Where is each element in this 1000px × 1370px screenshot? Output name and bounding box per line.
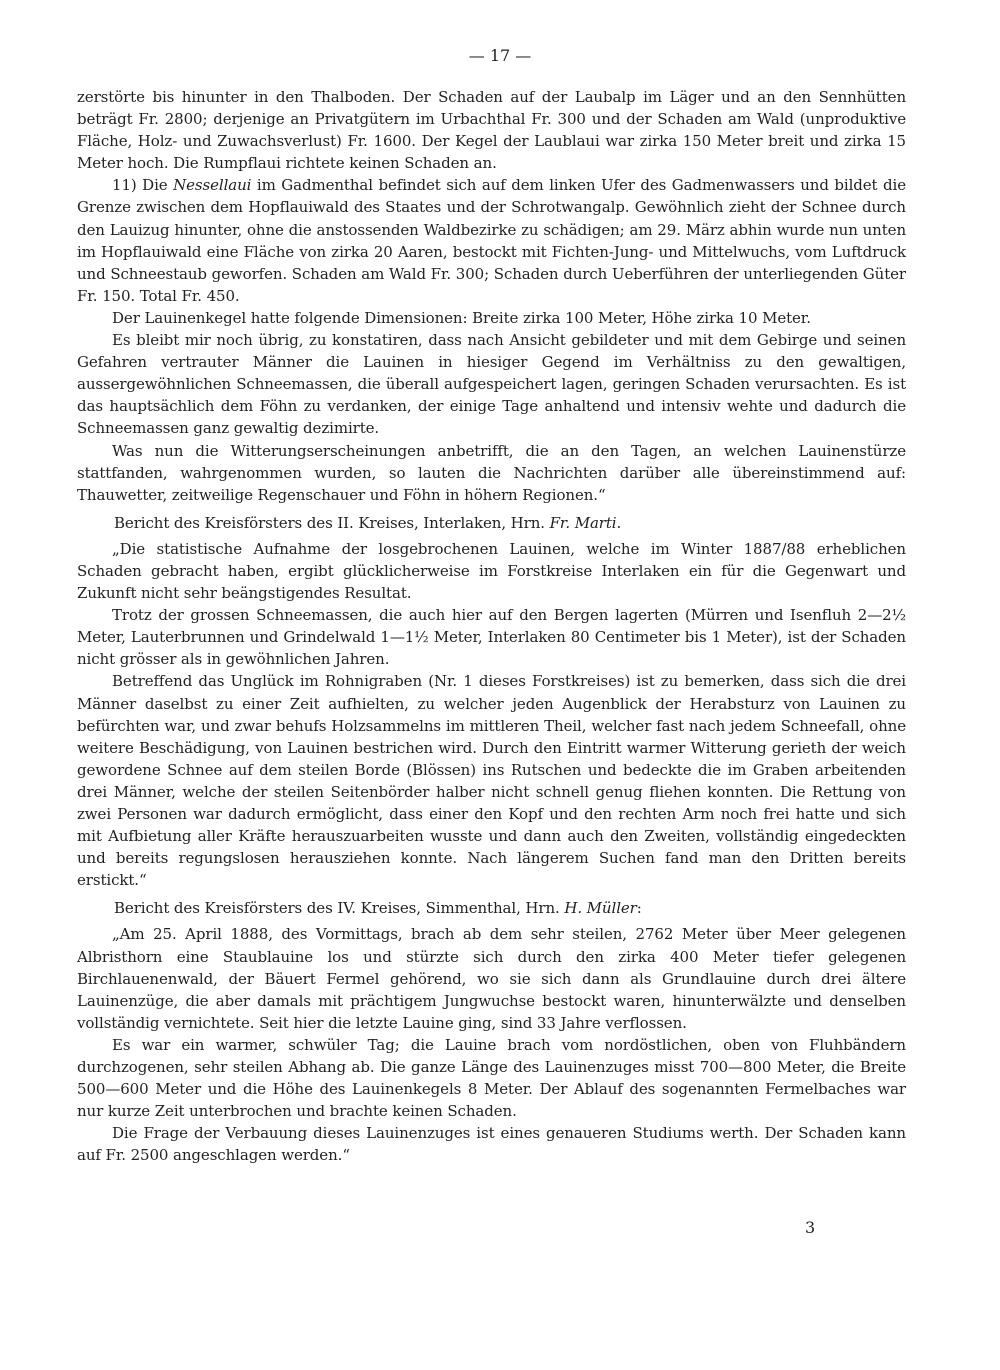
report-heading-interlaken — [77, 512, 906, 534]
forester-name-mueller: H. Müller — [564, 899, 637, 918]
report-heading-interlaken-end: . — [616, 513, 622, 532]
paragraph-cone-dimensions: Der Lauinenkegel hatte folgende Dimensionen: Breite zirka 100 Meter, Höhe zirka 10 Meter. — [112, 308, 811, 327]
forester-name-marti: Fr. Marti — [549, 513, 617, 532]
paragraph-damage-estimate: Die Frage der Verbauung dieses Lauinenzuges ist eines genaueren Studiums werth. Der Schaden kann auf Fr. 2500 angeschlagen werden.“ — [77, 1124, 906, 1165]
paragraph-avalanche-dimensions: Es war ein warmer, schwüler Tag; die Lauine brach vom nordöstlichen, oben von Fluhbändern durchzogenen, sehr steilen Abhang ab. Die ganze Länge des Lauinenzuges misst 700—800 Meter, die Breite 500—600 Meter und die Höhe des Lauinenkegels 8 Meter. Der Ablauf des sogenannten Fermelbaches war nur kurze Zeit unterbrochen und brachte keinen Schaden. — [77, 1035, 906, 1121]
report-heading-simmenthal — [77, 897, 906, 919]
paragraph-interlaken-statistics: „Die statistische Aufnahme der losgebrochenen Lauinen, welche im Winter 1887/88 erheblichen Schaden gebracht haben, ergibt glücklicherweise im Forstkreise Interlaken ein für die Gegenwart und Zukunft nicht sehr beängstigendes Resultat. — [77, 539, 906, 603]
report-heading-interlaken-text: Bericht des Kreisförsters des II. Kreises, Interlaken, Hrn. — [114, 513, 550, 532]
document-body — [77, 86, 906, 1167]
paragraph-rohnigraben-accident: Betreffend das Unglück im Rohnigraben (Nr. 1 dieses Forstkreises) ist zu bemerken, dass sich die drei Männer daselbst zu einer Zeit aufhielten, zu welcher jeden Augenblick der Herabsturz von Lauinen zu befürchten war, und zwar behufs Holzsammelns im mittleren Theil, welcher fast nach jedem Schneefall, ohne weitere Beschädigung, von Lauinen bestrichen wird. Durch den Eintritt warmer Witterung gerieth der weich gewordene Schnee auf dem steilen Borde (Blössen) ins Rutschen und bedeckte die im Graben arbeitenden drei Männer, welche der steilen Seitenbörder halber nicht schnell genug fliehen konnten. Die Rettung von zwei Personen war dadurch ermöglicht, dass einer den Kopf und den rechten Arm noch frei hatte und sich mit Aufbietung aller Kräfte herauszuarbeiten wusste und dann auch den Zweiten, vollständig eingedeckten und bereits regungslosen herausziehen konnte. Nach längerem Suchen fand man den Dritten bereits erstickt.“ — [77, 672, 906, 890]
paragraph-albristhorn-avalanche: „Am 25. April 1888, des Vormittags, brach ab dem sehr steilen, 2762 Meter über Meer gelegenen Albristhorn eine Staublauine los und stürzte sich durch den zirka 400 Meter tiefer gelegenen Birchlauenenwald, der Bäuert Fermel gehörend, wo sie sich dann als Grundlauine durch drei ältere Lauinenzüge, die aber damals mit prächtigem Jungwuchse bestockt waren, hinunterwälzte und denselben vollständig vernichtete. Seit hier die letzte Lauine ging, sind 33 Jahre verflossen. — [77, 925, 906, 1032]
paragraph-nessellaui — [77, 174, 906, 307]
nessellaui-name: Nessellaui — [173, 176, 252, 195]
paragraph-nessellaui-text: im Gadmenthal befindet sich auf dem linken Ufer des Gadmenwassers und bildet die Grenze zwischen dem Hopflauiwald des Staates und der Schrotwangalp. Gewöhnlich zieht der Schnee durch den Lauizug hinunter, ohne die anstossenden Waldbezirke zu schädigen; am 29. März abhin wurde nun unten im Hopflauiwald eine Fläche von zirka 20 Aaren, bestockt mit Fichten-Jung- und Mittelwuchs, vom Luftdruck und Schneestaub geworfen. Schaden am Wald Fr. 300; Schaden durch Ueberführen der unterliegenden Güter Fr. 150. Total Fr. 450. — [77, 176, 906, 305]
report-heading-simmenthal-end: : — [636, 899, 642, 918]
paragraph-snow-depths: Trotz der grossen Schneemassen, die auch hier auf den Bergen lagerten (Mürren und Isenfluh 2—2½ Meter, Lauterbrunnen und Grindelwald 1—1½ Meter, Interlaken 80 Centimeter bis 1 Meter), ist der Schaden nicht grösser als in gewöhnlichen Jahren. — [77, 606, 906, 669]
paragraph-nessellaui-intro: 11) Die — [112, 176, 174, 195]
report-heading-simmenthal-text: Bericht des Kreisförsters des IV. Kreises, Simmenthal, Hrn. — [114, 899, 565, 918]
page-number: — 17 — — [468, 46, 532, 65]
paragraph-weather: Was nun die Witterungserscheinungen anbetrifft, die an den Tagen, an welchen Lauinenstürze stattfanden, wahrgenommen wurden, so lauten die Nachrichten darüber alle übereinstimmend auf: Thauwetter, zeitweilige Regenschauer und Föhn in höhern Regionen.“ — [77, 441, 906, 504]
paragraph-conclusion: Es bleibt mir noch übrig, zu konstatiren, dass nach Ansicht gebildeter und mit dem Gebirge und seinen Gefahren vertrauter Männer die Lauinen in hiesiger Gegend im Verhältniss zu den gewaltigen, aussergewöhnlichen Schneemassen, die überall aufgespeichert lagen, geringen Schaden verursachten. Es ist das hauptsächlich dem Föhn zu verdanken, der einige Tage anhaltend und intensiv wehte und dadurch die Schneemassen ganz gewaltig dezimirte. — [77, 331, 906, 438]
paragraph-laublaui-damage: zerstörte bis hinunter in den Thalboden. Der Schaden auf der Laubalp im Läger und an den Sennhütten beträgt Fr. 2800; derjenige an Privatgütern im Urbachthal Fr. 300 und der Schaden am Wald (unproduktive Fläche, Holz- und Zuwachsverlust) Fr. 1600. Der Kegel der Laublaui war zirka 150 Meter breit und zirka 15 Meter hoch. Die Rumpflaui richtete keinen Schaden an. — [77, 88, 906, 173]
signature-mark: 3 — [805, 1218, 816, 1237]
